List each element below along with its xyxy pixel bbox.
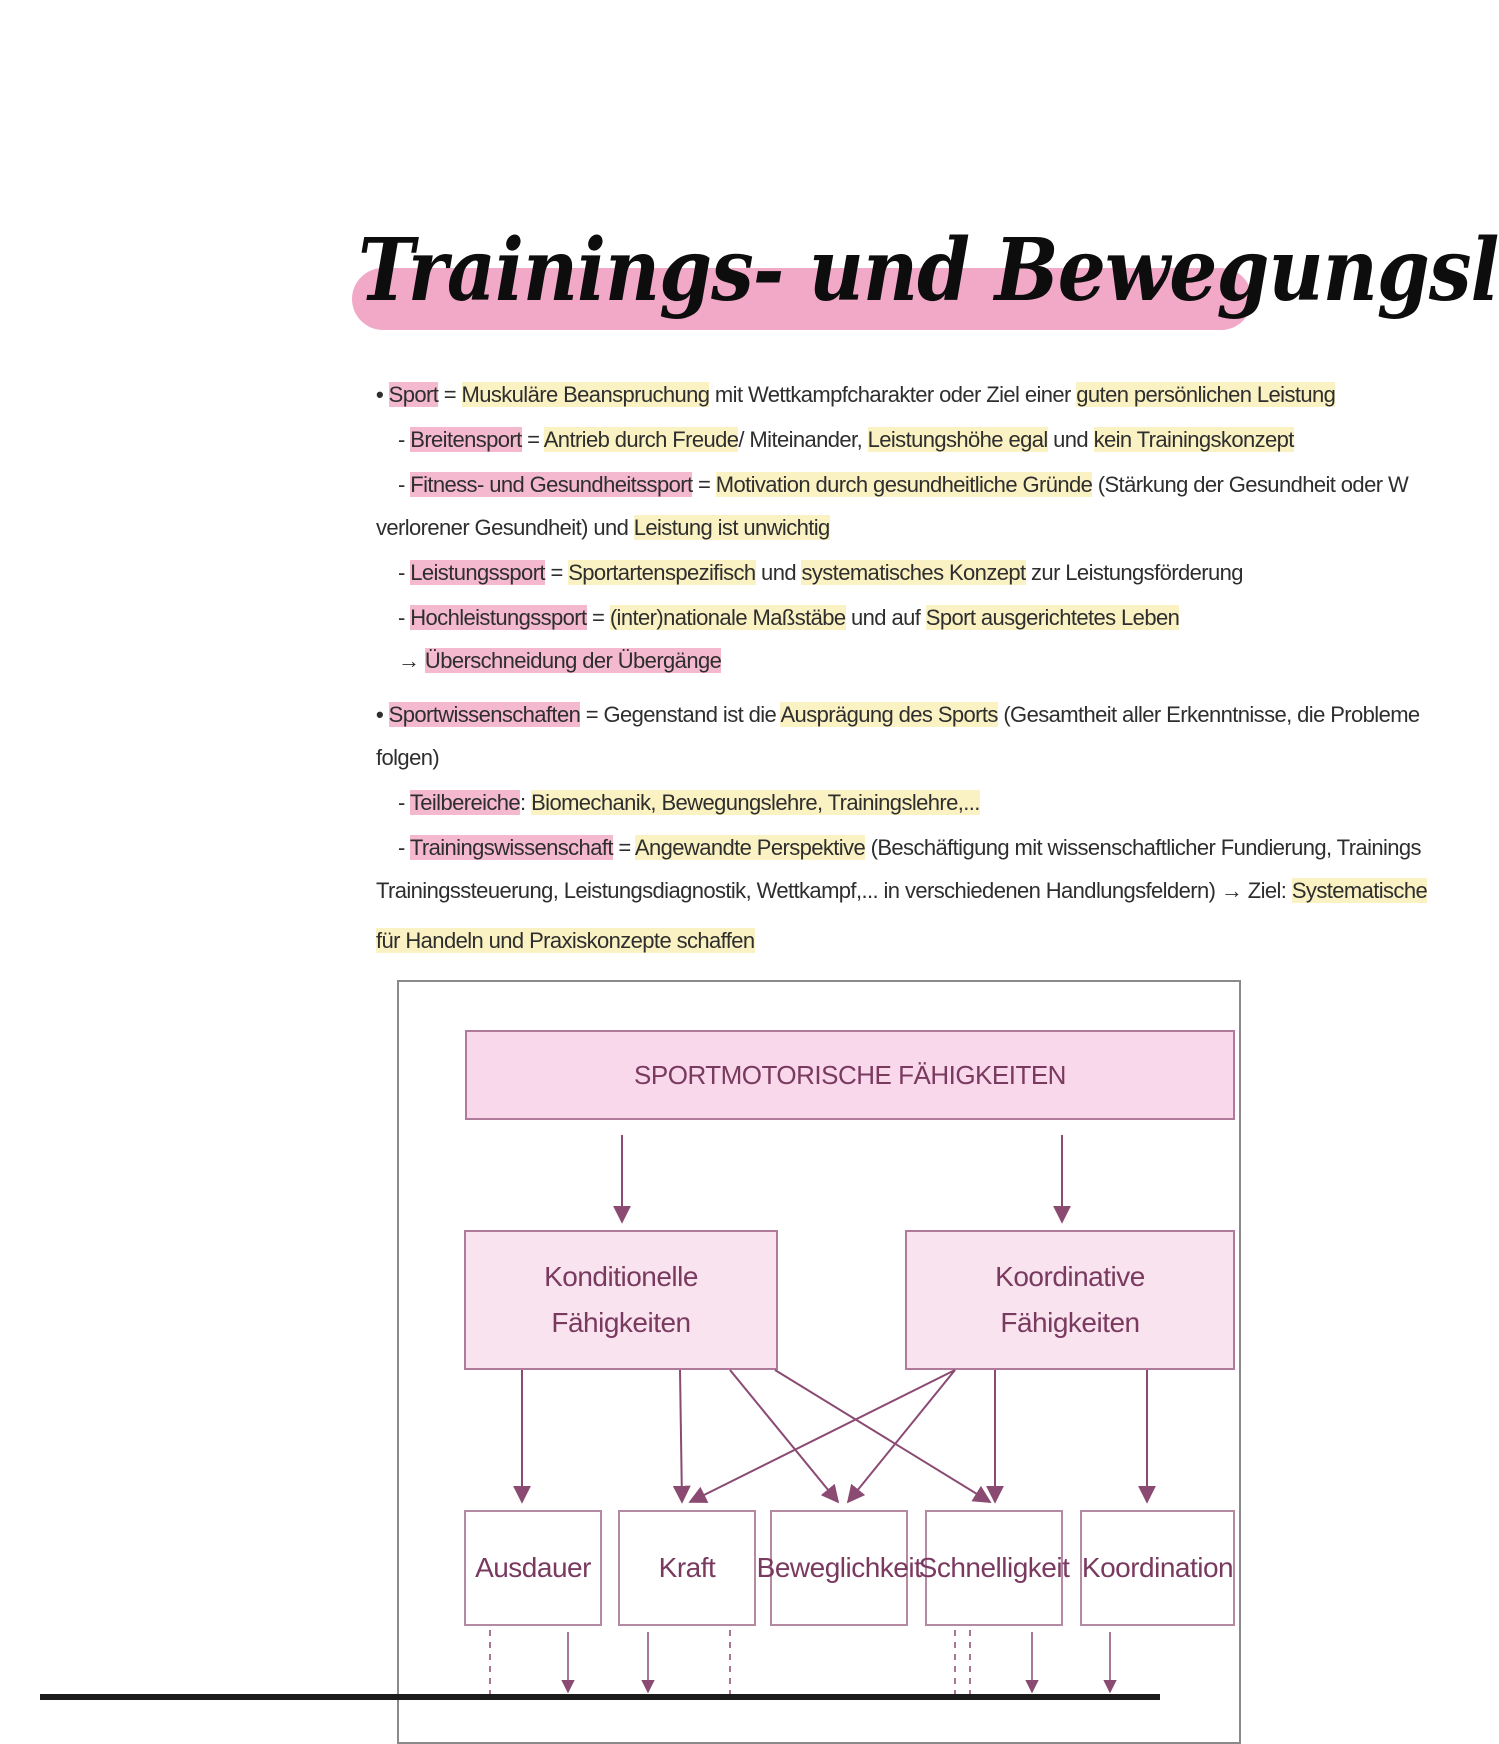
text: zur Leistungsförderung [1025,560,1243,585]
bullet: • [376,702,384,727]
bottom-bar [40,1694,1160,1700]
definition: Muskuläre Beanspruchung [461,382,710,407]
term-breitensport: Breitensport [410,427,522,452]
text: (Stärkung der Gesundheit oder W [1092,472,1409,497]
box-label: Fähigkeiten [1000,1307,1140,1338]
text: (Beschäftigung mit wissenschaftlicher Fundierung, Trainings [865,835,1421,860]
term-trainingswissenschaft: Trainingswissenschaft [409,835,613,860]
definition: Motivation durch gesundheitliche Gründe [715,472,1093,497]
dash: - [398,835,410,860]
equals: = [612,835,635,860]
dash: - [398,560,411,585]
diagram-box-sportmotorische-faehigkeiten: SPORTMOTORISCHE FÄHIGKEITEN [465,1030,1235,1120]
text: und auf [845,605,926,630]
equals: = [580,702,604,727]
diagram-leaf-koordination: Koordination [1080,1510,1235,1626]
page-title: Trainings- und Bewegungsl [358,220,1499,321]
arrow-k-to-schnelligkeit [775,1370,990,1502]
arrow-glyph: → [398,648,425,673]
text: / Miteinander, [738,427,868,452]
colon: : [520,790,532,815]
definition: Leistungshöhe egal [867,427,1048,452]
box-label: Konditionelle [544,1261,698,1292]
text: verlorener Gesundheit) und [376,515,634,540]
definition: Sport ausgerichtetes Leben [925,605,1180,630]
text: (Gesamtheit aller Erkenntnisse, die Probleme [997,702,1420,727]
dash: - [398,472,411,497]
equals: = [692,472,716,497]
equals: = [521,427,544,452]
bullet: • [376,382,384,407]
definition: Antrieb durch Freude [543,427,739,452]
diagram-leaf-schnelligkeit: Schnelligkeit [925,1510,1063,1626]
box-label: Fähigkeiten [551,1307,691,1338]
text: folgen) [376,745,440,770]
diagram-leaf-ausdauer: Ausdauer [464,1510,602,1626]
definition: Leistung ist unwichtig [633,515,830,540]
text: mit Wettkampfcharakter oder Ziel einer [709,382,1077,407]
arrow-ko-to-beweglichkeit [848,1370,955,1502]
text: Gegenstand ist die [603,702,781,727]
text: und [1047,427,1094,452]
term-sport: Sport [388,382,439,407]
term-sportwissenschaften: Sportwissenschaften [388,702,581,727]
definition: systematisches Konzept [801,560,1026,585]
text: und [755,560,802,585]
definition: (inter)nationale Maßstäbe [609,605,846,630]
definition: Biomechanik, Bewegungslehre, Trainingslehre,... [531,790,980,815]
definition: Angewandte Perspektive [634,835,866,860]
term-leistungssport: Leistungssport [410,560,545,585]
arrow-k-to-kraft [680,1370,682,1502]
dash: - [398,427,411,452]
definition: kein Trainingskonzept [1093,427,1294,452]
term-hochleistungssport: Hochleistungssport [410,605,587,630]
term-fitness: Fitness- und Gesundheitssport [410,472,693,497]
diagram-leaf-kraft: Kraft [618,1510,756,1626]
diagram-leaf-beweglichkeit: Beweglichkeit [770,1510,908,1626]
definition: für Handeln und Praxiskonzepte schaffen [376,928,755,953]
equals: = [544,560,569,585]
term-ueberschneidung: Überschneidung der Übergänge [424,648,722,673]
box-label: Koordinative [995,1261,1145,1292]
definition: Ausprägung des Sports [780,702,998,727]
equals: = [438,382,462,407]
equals: = [586,605,610,630]
dash: - [398,605,411,630]
definition: guten persönlichen Leistung [1076,382,1336,407]
dash: - [398,790,410,815]
term-teilbereiche: Teilbereiche [409,790,521,815]
definition: Sportartenspezifisch [568,560,756,585]
definition: Systematische [1291,878,1428,903]
text: Trainingssteuerung, Leistungsdiagnostik, Wettkampf,... in verschiedenen Handlungsfeldern) → Ziel: [376,878,1292,903]
